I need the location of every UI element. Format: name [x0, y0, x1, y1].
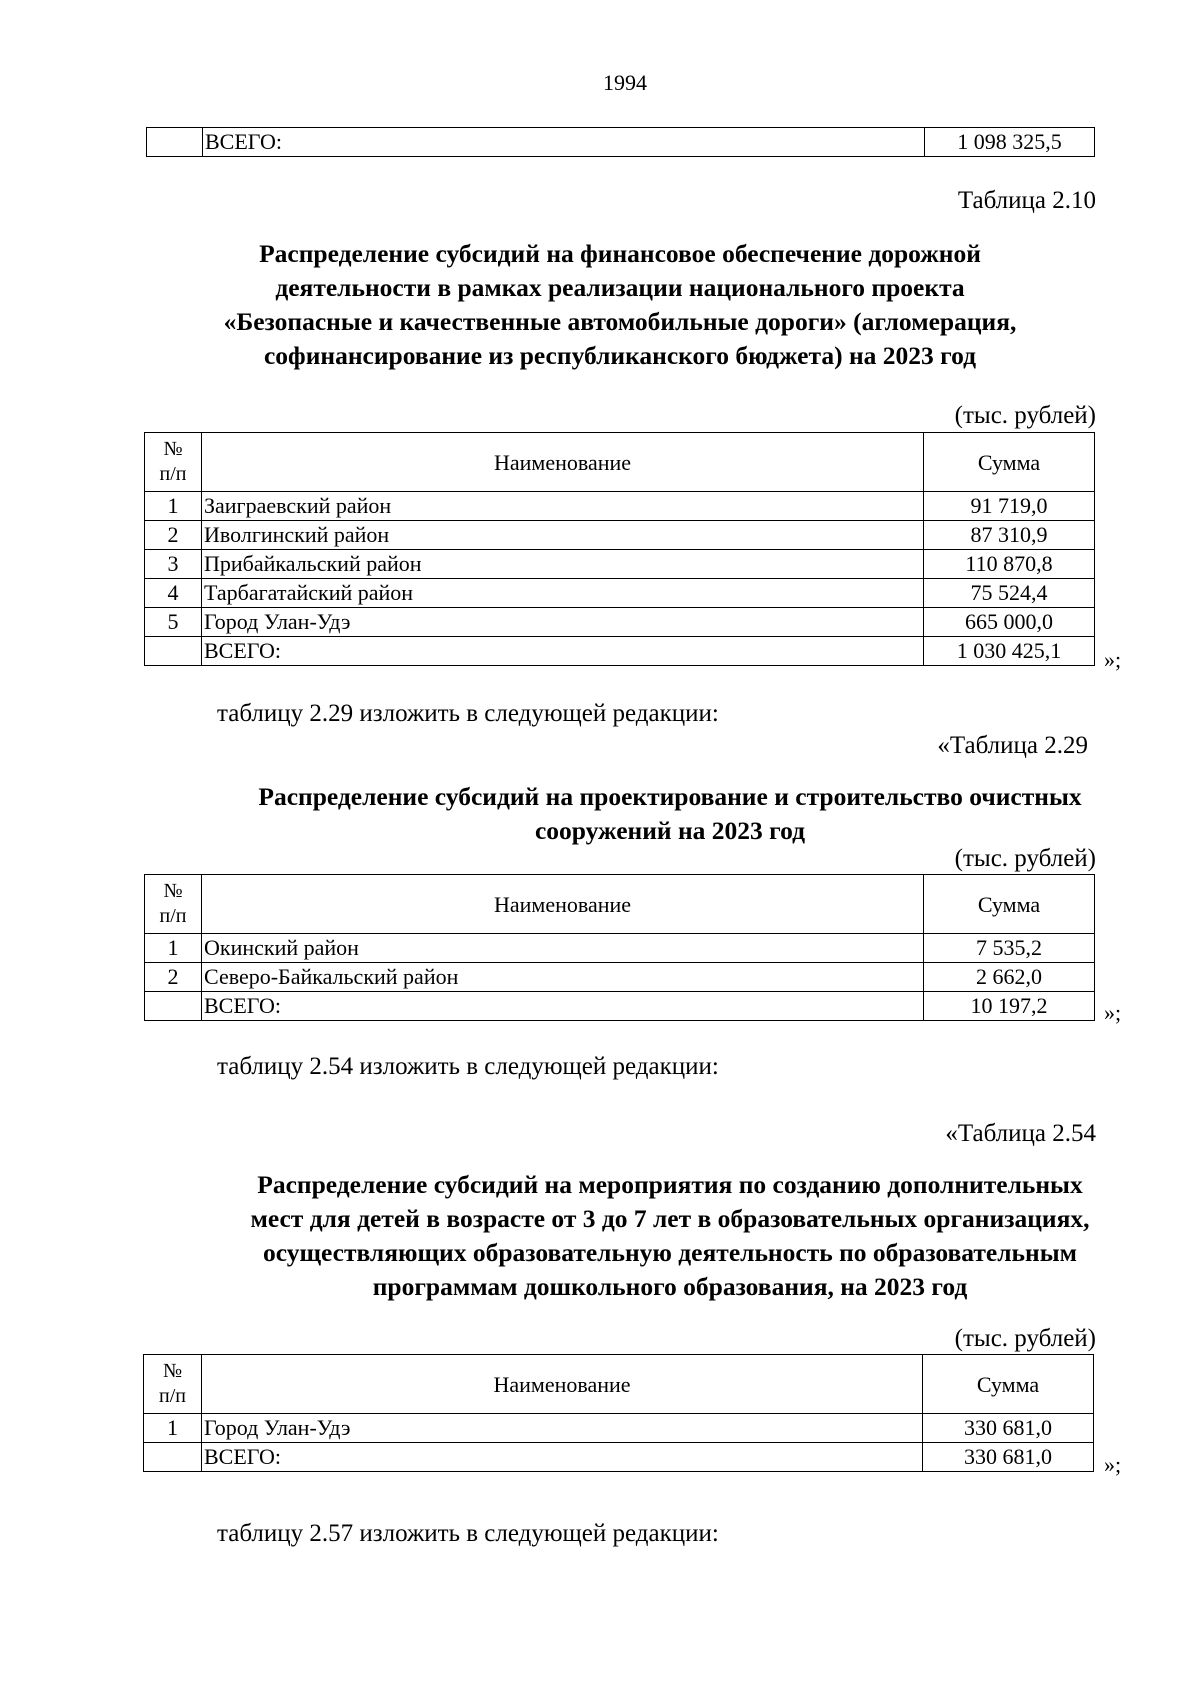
header-sum: Сумма [924, 875, 1095, 934]
row-name: Северо-Байкальский район [202, 963, 924, 992]
table-header-row [144, 1355, 1094, 1414]
row-num: 2 [145, 963, 202, 992]
table-2-29-label: «Таблица 2.29 [937, 732, 1088, 759]
title-line: Распределение субсидий на финансовое обеспечение дорожной [259, 239, 981, 268]
table-row [145, 963, 1095, 992]
table-2-54-unit: (тыс. рублей) [954, 1325, 1096, 1352]
title-line: деятельности в рамках реализации национального проекта [275, 273, 965, 302]
instruction-2-57: таблицу 2.57 изложить в следующей редакции: [217, 1520, 719, 1547]
header-name: Наименование [202, 433, 924, 492]
row-num: 1 [145, 492, 202, 521]
total-value: 1 030 425,1 [924, 637, 1095, 666]
title-line: софинансирование из республиканского бюджета) на 2023 год [263, 341, 976, 370]
instruction-2-29: таблицу 2.29 изложить в следующей редакции: [217, 700, 719, 727]
header-num: № п/п [145, 433, 202, 492]
row-sum: 75 524,4 [924, 579, 1095, 608]
row-name: Город Улан-Удэ [202, 1414, 923, 1443]
table-row [145, 521, 1095, 550]
table-2-10-label: Таблица 2.10 [957, 187, 1096, 214]
title-line: осуществляющих образовательную деятельность по образовательным [262, 1238, 1078, 1267]
header-num: № п/п [145, 875, 202, 934]
table-2-54-closing: »; [1104, 1452, 1122, 1477]
table-row [145, 579, 1095, 608]
row-name: Прибайкальский район [202, 550, 924, 579]
total-value: 1 098 325,5 [925, 128, 1095, 157]
header-num: № п/п [144, 1355, 202, 1414]
row-num: 1 [144, 1414, 202, 1443]
table-row [145, 550, 1095, 579]
total-num-cell [147, 128, 203, 157]
total-label: ВСЕГО: [202, 992, 924, 1021]
table-2-29 [144, 874, 1095, 1021]
row-sum: 2 662,0 [924, 963, 1095, 992]
table-row [145, 934, 1095, 963]
total-value: 10 197,2 [924, 992, 1095, 1021]
header-name: Наименование [202, 1355, 923, 1414]
table-2-10-unit: (тыс. рублей) [954, 402, 1096, 429]
table-total-row [144, 1443, 1094, 1472]
title-line: «Безопасные и качественные автомобильные дороги» (агломерация, [223, 307, 1017, 336]
table-total-row [145, 992, 1095, 1021]
title-line: программам дошкольного образования, на 2023 год [372, 1272, 968, 1301]
total-value: 330 681,0 [923, 1443, 1094, 1472]
row-num: 5 [145, 608, 202, 637]
total-num-cell [145, 992, 202, 1021]
row-num: 3 [145, 550, 202, 579]
row-name: Тарбагатайский район [202, 579, 924, 608]
total-num-cell [144, 1443, 202, 1472]
row-sum: 110 870,8 [924, 550, 1095, 579]
header-sum: Сумма [924, 433, 1095, 492]
instruction-2-54: таблицу 2.54 изложить в следующей редакции: [217, 1053, 719, 1080]
table-2-29-closing: »; [1104, 1000, 1122, 1025]
total-num-cell [145, 637, 202, 666]
title-line: сооружений на 2023 год [534, 816, 806, 845]
table-2-54-label: «Таблица 2.54 [945, 1120, 1096, 1147]
row-name: Иволгинский район [202, 521, 924, 550]
row-sum: 330 681,0 [923, 1414, 1094, 1443]
row-num: 2 [145, 521, 202, 550]
table-row [145, 608, 1095, 637]
page-number: 1994 [603, 70, 647, 95]
header-sum: Сумма [923, 1355, 1094, 1414]
table-row [145, 492, 1095, 521]
header-name: Наименование [202, 875, 924, 934]
table-2-29-title [140, 780, 1200, 848]
title-line: Распределение субсидий на мероприятия по созданию дополнительных [257, 1170, 1083, 1199]
row-sum: 665 000,0 [924, 608, 1095, 637]
table-2-54 [143, 1354, 1094, 1472]
table-header-row [145, 433, 1095, 492]
table-2-54-title [140, 1168, 1200, 1304]
row-name: Город Улан-Удэ [202, 608, 924, 637]
row-sum: 91 719,0 [924, 492, 1095, 521]
row-sum: 7 535,2 [924, 934, 1095, 963]
table-total-row [147, 128, 1095, 157]
title-line: Распределение субсидий на проектирование и строительство очистных [258, 782, 1082, 811]
title-line: мест для детей в возрасте от 3 до 7 лет в образовательных организациях, [250, 1204, 1090, 1233]
row-name: Заиграевский район [202, 492, 924, 521]
row-name: Окинский район [202, 934, 924, 963]
table-total-row [145, 637, 1095, 666]
total-label: ВСЕГО: [202, 1443, 923, 1472]
row-sum: 87 310,9 [924, 521, 1095, 550]
row-num: 1 [145, 934, 202, 963]
table-row [144, 1414, 1094, 1443]
table-header-row [145, 875, 1095, 934]
total-label: ВСЕГО: [203, 128, 925, 157]
table-2-10-closing: »; [1104, 647, 1122, 672]
row-num: 4 [145, 579, 202, 608]
table-2-29-unit: (тыс. рублей) [954, 845, 1096, 872]
total-label: ВСЕГО: [202, 637, 924, 666]
table-2-10-title [140, 237, 1100, 373]
table-2-10 [144, 432, 1095, 666]
previous-table-total [146, 127, 1095, 157]
